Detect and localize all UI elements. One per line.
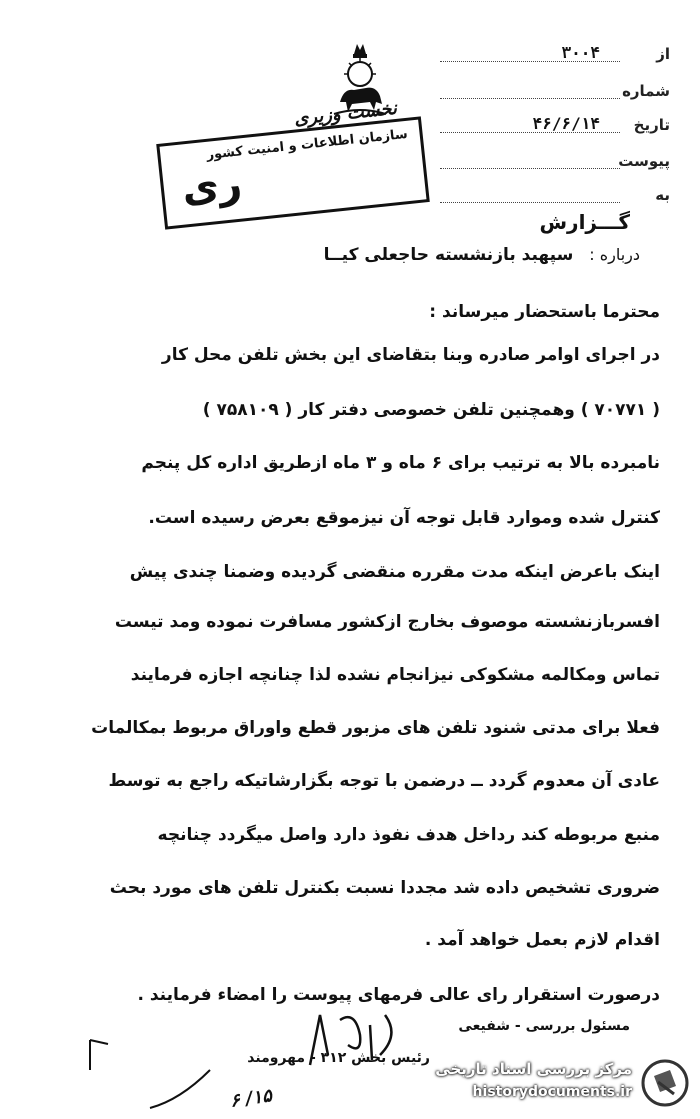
body-line-4: کنترل شده وموارد قابل توجه آن نیزموقع بعرض رسیده است. xyxy=(148,508,660,528)
margin-date-note: ۱۵/ ۶ xyxy=(228,1085,274,1112)
body-line-10: منبع مربوطه کند رداخل هدف نفوذ دارد واصل میگردد چنانچه xyxy=(157,825,660,845)
signature-head: رئیس بخش ۳۱۲ - مهرومند xyxy=(247,1050,430,1066)
number-line xyxy=(440,98,620,99)
body-line-6: افسربازنشسته موصوف بخارج ازکشور مسافرت نموده ومد تیست xyxy=(114,612,660,632)
subject-line xyxy=(324,245,640,265)
stamp-ministry: نخست وزیری xyxy=(293,97,398,130)
number-label: شماره xyxy=(622,82,670,100)
attachment-line xyxy=(440,168,620,169)
subject-label: درباره : xyxy=(589,245,640,264)
date-field xyxy=(440,116,670,140)
salutation: محترما باستحضار میرساند : xyxy=(429,302,660,322)
attachment-label: پیوست xyxy=(618,152,670,170)
body-line-8: فعلا برای مدتی شنود تلفن های مزبور قطع واوراق مربوط بمکالمات xyxy=(91,718,660,738)
to-field xyxy=(440,186,670,210)
body-line-1: در اجرای اوامر صادره وبنا بتقاضای این بخش تلفن محل کار xyxy=(161,345,660,365)
stamp-office: سازمان اطلاعات و امنیت کشور xyxy=(205,126,409,163)
body-line-7: تماس ومکالمه مشکوکی نیزانجام نشده لذا چنانچه اجازه فرمایند xyxy=(130,665,660,685)
report-title: گـــزارش xyxy=(539,210,630,234)
archive-watermark xyxy=(420,1056,690,1111)
attachment-field xyxy=(440,152,670,176)
classification-stamp xyxy=(156,97,430,229)
body-line-3: نامبرده بالا به ترتیب برای ۶ ماه و ۳ ماه ازطریق اداره کل پنجم xyxy=(141,453,660,473)
signature-reviewer: مسئول بررسی - شفیعی xyxy=(458,1018,630,1034)
date-label: تاریخ xyxy=(633,116,670,134)
number-field xyxy=(440,82,670,106)
to-label: به xyxy=(655,186,670,204)
watermark-site: historydocuments.ir xyxy=(472,1084,632,1100)
watermark-org: مرکز بررسی اسناد تاریخی xyxy=(435,1060,632,1078)
margin-scribble-icon xyxy=(60,1030,220,1115)
body-line-9: عادی آن معدوم گردد ــ درضمن با توجه بگزارشاتیکه راجع به توسط xyxy=(108,771,660,791)
handwritten-signature-icon xyxy=(300,1005,420,1075)
body-line-5: اینک باعرض اینکه مدت مقرره منقضی گردیده وضمنا چندی پیش xyxy=(129,562,660,582)
from-value: ۳۰۰۴ xyxy=(561,43,600,62)
archive-logo-icon xyxy=(640,1058,690,1108)
body-line-11: ضروری تشخیص داده شد مجددا نسبت بکنترل تلفن های مورد بحث xyxy=(109,878,660,898)
subject-value: سپهبد بازنشسته حاجعلی کیــا xyxy=(323,245,574,265)
date-value: ۴۶/۶/۱۴ xyxy=(532,114,600,133)
to-line xyxy=(440,202,620,203)
body-line-2: ( ۷۰۷۷۱ ) وهمچنین تلفن خصوصی دفتر کار ( ۷۵۸۱۰۹ ) xyxy=(202,400,660,420)
stamp-classification: ری xyxy=(179,160,244,213)
from-label: از xyxy=(656,45,670,63)
from-field xyxy=(440,45,670,69)
body-line-12: اقدام لازم بعمل خواهد آمد . xyxy=(424,930,660,950)
body-line-13: درصورت استقرار رای عالی فرمهای پیوست را امضاء فرمایند . xyxy=(137,985,660,1005)
